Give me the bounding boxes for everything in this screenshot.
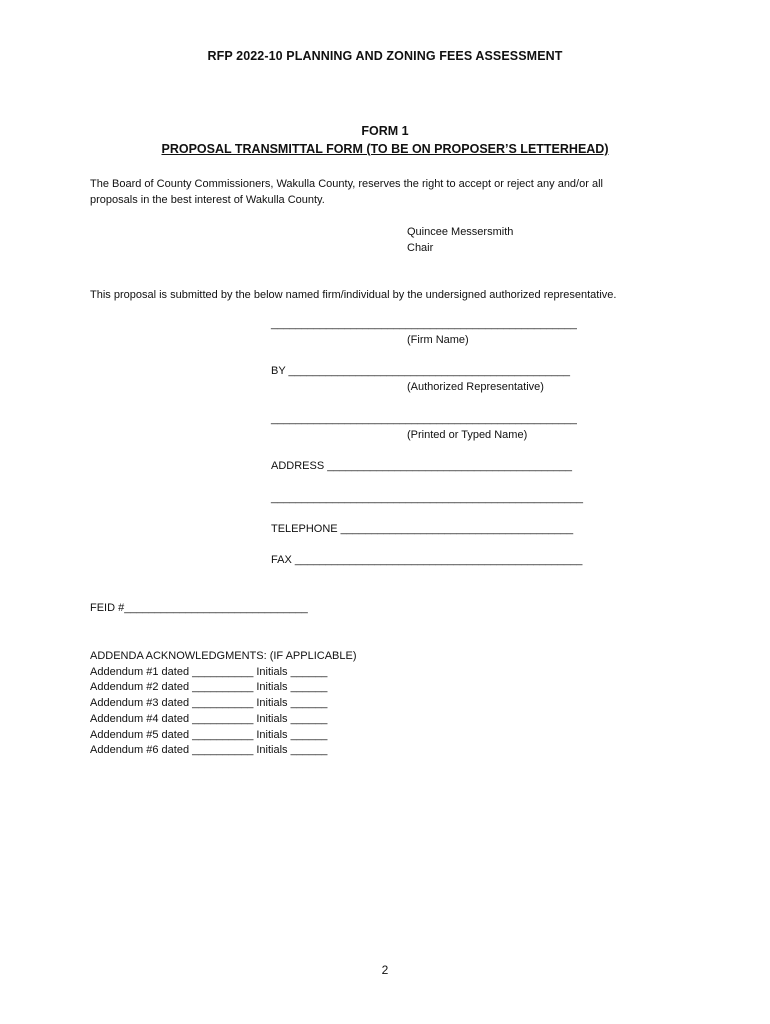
addenda-heading: ADDENDA ACKNOWLEDGMENTS: (IF APPLICABLE): [90, 650, 357, 662]
authorized-representative-field[interactable]: BY ______________________________________________: [271, 365, 570, 377]
telephone-field[interactable]: TELEPHONE ______________________________________: [271, 523, 574, 535]
address-field-line-2[interactable]: ___________________________________________________: [271, 492, 584, 504]
addendum-row[interactable]: Addendum #2 dated __________ Initials ______: [90, 681, 328, 694]
printed-name-field[interactable]: __________________________________________________: [271, 413, 577, 425]
intro-line-1: The Board of County Commissioners, Wakulla County, reserves the right to accept or reject any and/or all: [90, 178, 603, 190]
intro-line-2: proposals in the best interest of Wakulla County.: [90, 194, 325, 206]
authorized-representative-caption: (Authorized Representative): [407, 381, 544, 393]
addendum-row[interactable]: Addendum #3 dated __________ Initials ______: [90, 697, 328, 710]
submission-statement: This proposal is submitted by the below named firm/individual by the undersigned authorized representative.: [90, 289, 617, 301]
firm-name-caption: (Firm Name): [407, 334, 469, 346]
feid-field[interactable]: FEID #______________________________: [90, 602, 308, 614]
addendum-row[interactable]: Addendum #1 dated __________ Initials ______: [90, 665, 328, 678]
document-header-title: RFP 2022-10 PLANNING AND ZONING FEES ASSESSMENT: [207, 49, 563, 63]
intro-paragraph: [90, 176, 603, 208]
addendum-row[interactable]: Addendum #5 dated __________ Initials ______: [90, 728, 328, 741]
signer-title: Chair: [407, 242, 434, 254]
addendum-row[interactable]: Addendum #6 dated __________ Initials ______: [90, 744, 328, 757]
fax-field[interactable]: FAX _______________________________________________: [271, 554, 583, 566]
form-title: PROPOSAL TRANSMITTAL FORM (TO BE ON PROPOSER’S LETTERHEAD): [161, 142, 609, 156]
signer-name: Quincee Messersmith: [407, 226, 514, 238]
firm-name-field[interactable]: __________________________________________________: [271, 318, 577, 330]
address-field[interactable]: ADDRESS ________________________________________: [271, 460, 572, 472]
addenda-acknowledgments: [90, 649, 357, 759]
addendum-row[interactable]: Addendum #4 dated __________ Initials ______: [90, 712, 328, 725]
page-number: 2: [381, 963, 389, 977]
printed-name-caption: (Printed or Typed Name): [407, 429, 528, 441]
form-number: FORM 1: [361, 124, 409, 138]
signer-block: [407, 224, 513, 256]
